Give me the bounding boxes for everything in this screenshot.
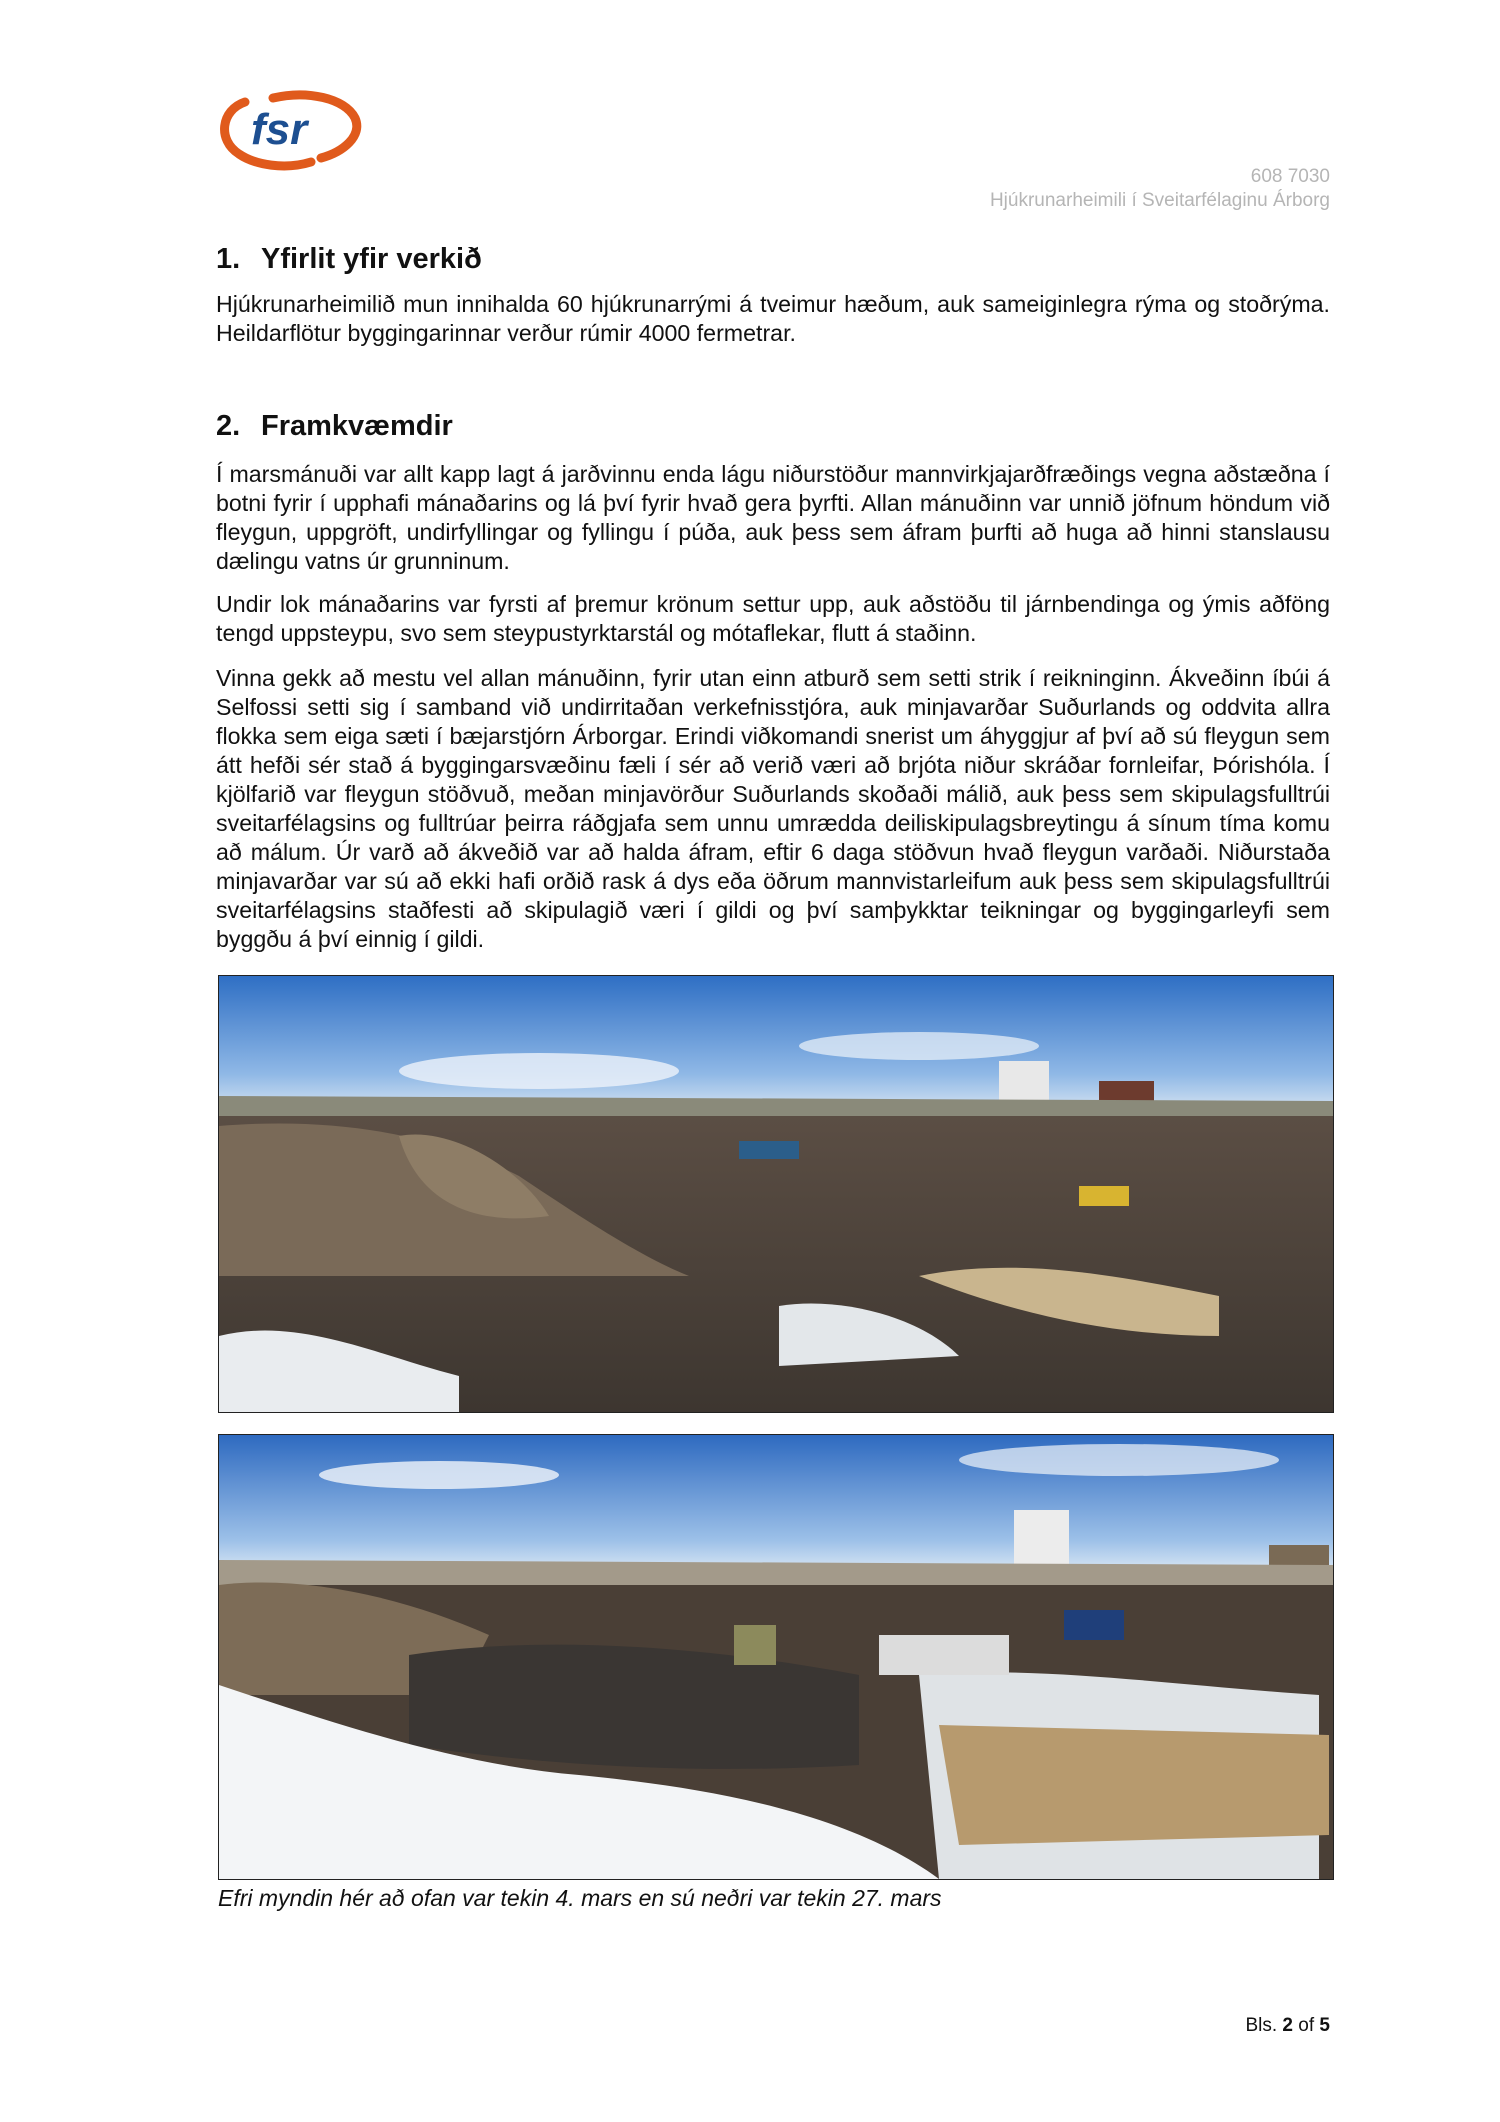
header-project: Hjúkrunarheimili í Sveitarfélaginu Árborg: [989, 190, 1330, 211]
construction-photo-march-4: [218, 975, 1334, 1413]
logo-text: fsr: [251, 105, 308, 154]
section-1-number: 1.: [216, 243, 241, 275]
page-of: of: [1298, 2015, 1315, 2036]
page-prefix: Bls.: [1245, 2015, 1278, 2036]
header-phone: 608 7030: [1250, 166, 1330, 187]
section-2-paragraph-1: Í marsmánuði var allt kapp lagt á jarðvinnu enda lágu niðurstöður mannvirkjajarðfræðings vegna aðstæðna í botni fyrir í upphafi mánaðarins og lá því fyrir hvað gera þyrfti. Allan mánuðinn var unnið jöfnum höndum við fleygun, uppgröft, undirfyllingar og fyllingu í púða, auk þess sem áfram þurfti að huga að hinni stanslausu dælingu vatns úr grunninum.: [216, 461, 1330, 574]
header-info: [990, 165, 1330, 213]
section-2-heading: [216, 410, 1330, 443]
section-2-paragraph-3: Vinna gekk að mestu vel allan mánuðinn, fyrir utan einn atburð sem setti strik í reikninginn. Ákveðinn íbúi á Selfossi setti sig í samband við undirritaðan verkefnisstjóra, auk minjavarðar Suðurlands og oddvita allra flokka sem eiga sæti í bæjarstjórn Árborgar. Erindi viðkomandi snerist um áhyggjur af því að sú fleygun sem átt hefði sér stað á byggingarsvæðinu fæli í sér að verið væri að brjóta niður skráðar fornleifar, Þórishóla. Í kjölfarið var fleygun stöðvuð, meðan minjavörður Suðurlands skoðaði málið, auk þess sem skipulagsfulltrúi sveitarfélagsins og fulltrúar þeirra ráðgjafa sem unnu umrædda deiliskipulagsbreytingu á sínum tíma komu að málum. Úr varð að ákveðið var að halda áfram, eftir 6 daga stöðvun hvað fleygun varðaði. Niðurstaða minjavarðar var sú að ekki hafi orðið rask á dys eða öðrum mannvistarleifum auk þess sem skipulagsfulltrúi sveitarfélagsins staðfesti að skipulagið væri í gildi og því samþykktar teikningar og byggingarleyfi sem byggðu á því einnig í gildi.: [216, 665, 1330, 952]
section-2-title: Framkvæmdir: [261, 410, 453, 442]
page-number: [1245, 2015, 1330, 2037]
fsr-logo: [215, 88, 365, 173]
page-total: 5: [1319, 2015, 1330, 2036]
section-2-number: 2.: [216, 410, 241, 442]
photo-caption: Efri myndin hér að ofan var tekin 4. mars en sú neðri var tekin 27. mars: [218, 1885, 942, 1911]
page-current: 2: [1282, 2015, 1293, 2036]
section-1-title: Yfirlit yfir verkið: [261, 243, 482, 275]
construction-photo-march-27: [218, 1434, 1334, 1880]
section-2-paragraph-2: Undir lok mánaðarins var fyrsti af þremur krönum settur upp, auk aðstöðu til járnbendinga og ýmis aðföng tengd uppsteypu, svo sem steypustyrktarstál og mótaflekar, flutt á staðinn.: [216, 591, 1330, 646]
section-1-heading: [216, 243, 1330, 276]
section-1-body: Hjúkrunarheimilið mun innihalda 60 hjúkrunarrými á tveimur hæðum, auk sameiginlegra rýma og stoðrýma. Heildarflötur byggingarinnar verður rúmir 4000 fermetrar.: [216, 291, 1330, 346]
